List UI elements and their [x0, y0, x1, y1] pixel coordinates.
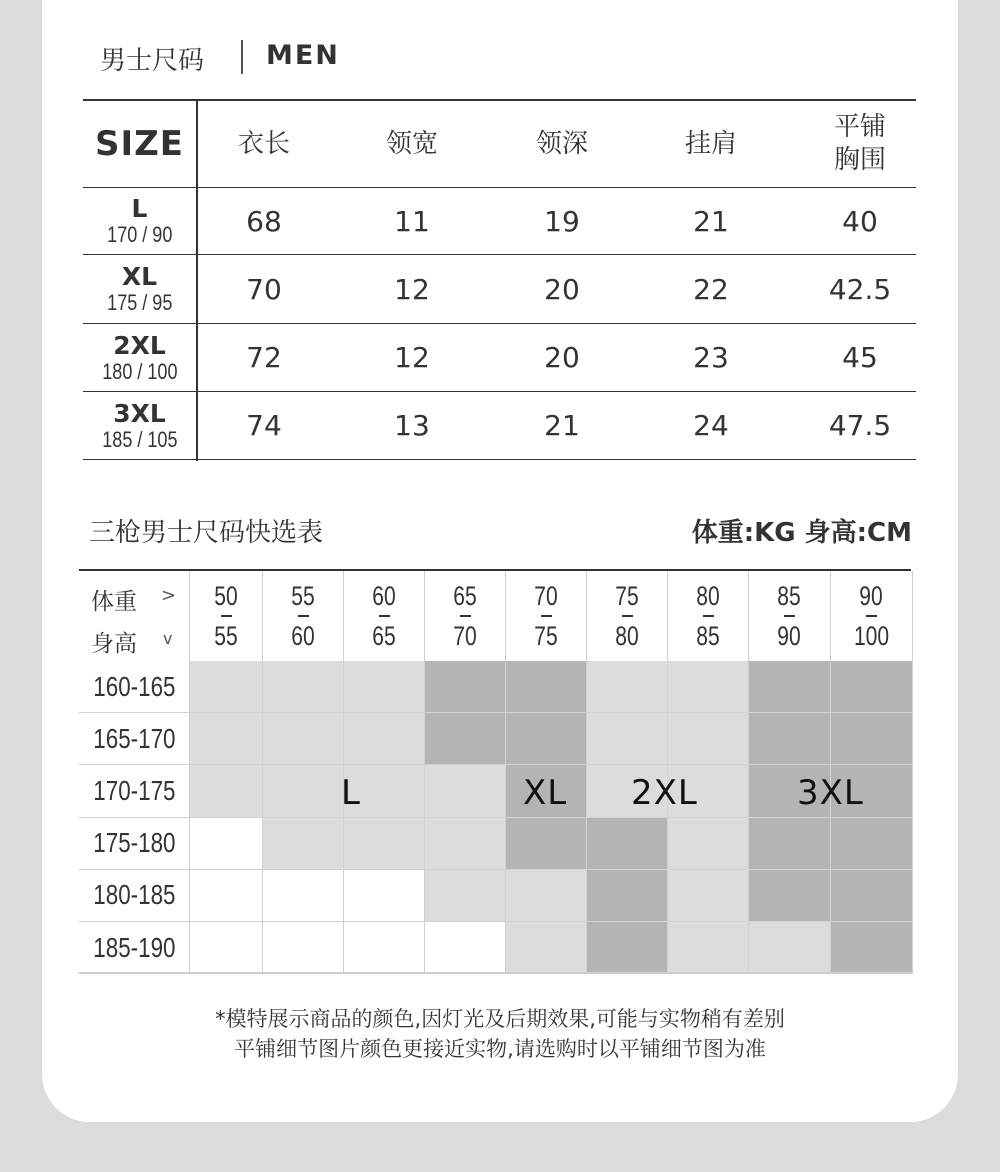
size-name: 3XL: [113, 398, 166, 428]
weight-from: 50: [214, 580, 238, 611]
height-range-label: [79, 713, 190, 765]
weight-range-header: [425, 571, 506, 661]
grid-cell: [263, 922, 344, 974]
weight-range-header: [190, 571, 263, 661]
height-range-label: [79, 818, 190, 870]
range-dash: [866, 615, 877, 617]
grid-cell: [344, 922, 425, 974]
height-range-text: 175-180: [92, 827, 176, 859]
height-range-text: 185-190: [92, 931, 176, 963]
height-range-label: [79, 922, 190, 974]
height-range-text: 160-165: [92, 670, 176, 702]
grid-cell: [831, 713, 913, 765]
table-rule: [83, 459, 916, 460]
disclaimer-line-1: *模特展示商品的颜色,因灯光及后期效果,可能与实物稍有差别: [215, 1007, 785, 1031]
range-dash: [298, 615, 309, 617]
grid-cell: [831, 870, 913, 922]
size-label: [83, 255, 196, 323]
size-label: [83, 324, 196, 391]
weight-from: 70: [534, 580, 558, 611]
grid-corner: [79, 571, 190, 661]
grid-cell: [831, 661, 913, 713]
range-dash: [460, 615, 471, 617]
grid-cell: [190, 922, 263, 974]
size-zone-label: 3XL: [797, 773, 864, 813]
table-cell: 20: [544, 341, 580, 374]
table-cell: 70: [246, 272, 282, 306]
size-name: XL: [121, 262, 158, 291]
table-cell: 74: [246, 409, 282, 442]
grid-cell: [506, 870, 587, 922]
height-range-text: 170-175: [92, 774, 176, 806]
weight-to: 100: [853, 620, 890, 651]
grid-cell: [190, 713, 263, 765]
section-title-en: MEN: [266, 40, 340, 71]
table-cell: 13: [394, 409, 430, 442]
grid-cell: [831, 922, 913, 974]
grid-cell: [749, 713, 831, 765]
table-cell: 21: [693, 204, 729, 238]
grid-cell: [190, 818, 263, 870]
title-divider: [241, 40, 243, 74]
grid-cell: [668, 870, 749, 922]
weight-range-header: [749, 571, 831, 661]
grid-cell: [263, 870, 344, 922]
weight-from: 85: [777, 580, 802, 611]
grid-cell: [668, 818, 749, 870]
grid-cell: [506, 818, 587, 870]
column-header: 衣长: [237, 128, 290, 159]
column-header: 领深: [535, 128, 588, 159]
corner-weight-label: 体重: [91, 589, 137, 615]
range-dash: [784, 615, 795, 617]
grid-cell: [263, 661, 344, 713]
weight-from: 90: [859, 580, 884, 611]
table-cell: 21: [544, 409, 580, 442]
grid-cell: [587, 661, 668, 713]
weight-range-header: [668, 571, 749, 661]
grid-cell: [749, 661, 831, 713]
grid-cell: [668, 922, 749, 974]
weight-to: 55: [214, 620, 238, 651]
weight-from: 65: [453, 580, 477, 611]
table-cell: 68: [246, 204, 282, 238]
size-fit: 170 / 90: [106, 222, 173, 247]
grid-cell: [506, 922, 587, 974]
table-cell: 24: [693, 409, 729, 442]
arrow-down-icon: v: [163, 629, 173, 648]
table-cell: 11: [394, 204, 430, 238]
table-cell: 45: [842, 341, 878, 374]
column-header: 平铺 胸围: [833, 112, 886, 175]
range-dash: [622, 615, 633, 617]
grid-cell: [190, 661, 263, 713]
size-name: 2XL: [113, 330, 166, 360]
size-name: L: [131, 194, 148, 223]
arrow-right-icon: >: [161, 585, 177, 606]
table-cell: 42.5: [828, 272, 892, 306]
grid-cell: [425, 661, 506, 713]
size-label: [83, 392, 196, 459]
grid-cell: [190, 765, 263, 817]
range-dash: [703, 615, 714, 617]
grid-cell: [587, 922, 668, 974]
table-cell: 22: [693, 272, 729, 306]
weight-to: 85: [696, 620, 720, 651]
grid-cell: [425, 713, 506, 765]
grid-cell: [587, 870, 668, 922]
column-header: 领宽: [385, 128, 438, 159]
weight-range-header: [587, 571, 668, 661]
grid-cell: [263, 818, 344, 870]
grid-cell: [344, 661, 425, 713]
weight-range-header: [831, 571, 913, 661]
grid-cell: [190, 870, 263, 922]
grid-cell: [668, 713, 749, 765]
table-cell: 72: [246, 341, 282, 374]
grid-cell: [506, 661, 587, 713]
grid-cell: [425, 818, 506, 870]
table-cell: 20: [544, 272, 580, 306]
size-zone-label: XL: [523, 773, 568, 813]
grid-cell: [506, 713, 587, 765]
table-cell: 12: [394, 341, 430, 374]
weight-from: 55: [291, 580, 315, 611]
weight-to: 65: [372, 620, 396, 651]
weight-from: 80: [696, 580, 720, 611]
grid-cell: [344, 818, 425, 870]
weight-range-header: [263, 571, 344, 661]
table-cell: 40: [842, 204, 878, 238]
table-cell: 19: [544, 204, 580, 238]
weight-to: 90: [777, 620, 802, 651]
weight-from: 75: [615, 580, 639, 611]
grid-cell: [587, 713, 668, 765]
weight-to: 75: [534, 620, 558, 651]
height-range-label: [79, 870, 190, 922]
column-header: 挂肩: [684, 128, 737, 159]
size-label: [83, 188, 196, 254]
size-header: SIZE: [94, 124, 185, 164]
table-cell: 47.5: [828, 409, 892, 442]
weight-from: 60: [372, 580, 396, 611]
quick-table-bottom-rule: [79, 972, 913, 974]
weight-range-header: [344, 571, 425, 661]
weight-to: 60: [291, 620, 315, 651]
height-range-label: [79, 765, 190, 817]
weight-to: 70: [453, 620, 477, 651]
size-fit: 175 / 95: [106, 290, 173, 315]
grid-cell: [668, 661, 749, 713]
range-dash: [221, 615, 232, 617]
grid-cell: [749, 818, 831, 870]
grid-cell: [344, 870, 425, 922]
section-title: 男士尺码: [100, 46, 205, 76]
height-range-text: 165-170: [92, 722, 176, 754]
grid-cell: [425, 765, 506, 817]
quick-table-title: 三枪男士尺码快选表: [89, 518, 324, 548]
height-range-label: [79, 661, 190, 713]
weight-to: 80: [615, 620, 639, 651]
grid-cell: [344, 713, 425, 765]
grid-cell: [587, 818, 668, 870]
weight-range-header: [506, 571, 587, 661]
units-label: 体重:KG 身高:CM: [691, 518, 912, 548]
height-range-text: 180-185: [92, 879, 176, 911]
grid-cell: [263, 713, 344, 765]
size-zone-label: L: [341, 773, 361, 813]
table-cell: 12: [394, 272, 430, 306]
range-dash: [379, 615, 390, 617]
grid-cell: [425, 870, 506, 922]
size-zone-label: 2XL: [631, 773, 698, 813]
size-fit: 180 / 100: [101, 358, 178, 384]
size-fit: 185 / 105: [101, 426, 178, 452]
corner-height-label: 身高: [91, 631, 137, 657]
grid-cell: [749, 922, 831, 974]
range-dash: [541, 615, 552, 617]
grid-cell: [263, 765, 344, 817]
table-cell: 23: [693, 341, 729, 374]
grid-cell: [749, 870, 831, 922]
grid-cell: [425, 922, 506, 974]
grid-cell: [831, 818, 913, 870]
disclaimer-line-2: 平铺细节图片颜色更接近实物,请选购时以平铺细节图为准: [234, 1037, 766, 1061]
